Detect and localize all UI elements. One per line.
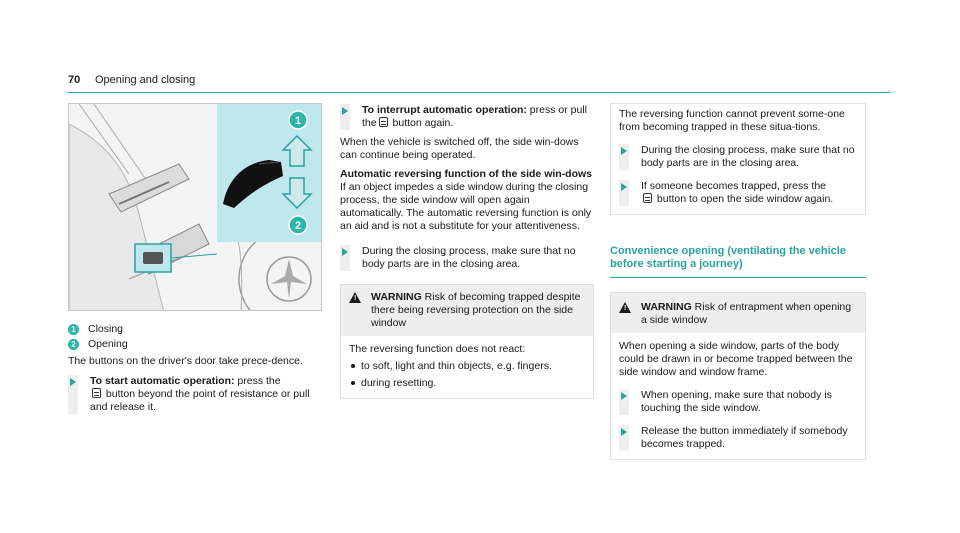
- warning-label: WARNING: [641, 301, 692, 313]
- warning-box-entrapment: [610, 292, 866, 460]
- warning-text: Risk of entrapment when opening a side window: [641, 301, 852, 326]
- warning-text: Risk of becoming trapped despite there being reversing protection on the side window: [371, 291, 581, 329]
- step-when-opening: When opening, make sure that nobody is touching the side window.: [619, 389, 857, 415]
- page-header: [68, 73, 890, 93]
- intro-paragraph: The buttons on the driver's door take prece-dence.: [68, 355, 303, 367]
- legend-badge: 1: [68, 324, 79, 335]
- step-release-button: Release the button immediately if somebody becomes trapped.: [619, 425, 857, 451]
- legend-label: Opening: [88, 338, 128, 350]
- callout-2: 2: [294, 220, 302, 232]
- reversing-limit-text: The reversing function cannot prevent some-one from becoming trapped in these situa-tions.: [619, 108, 845, 133]
- window-button-icon: [379, 117, 388, 127]
- step-start-automatic: To start automatic operation: press the button beyond the point of resistance or pull and release it.: [68, 375, 324, 414]
- step-bold-label: To interrupt automatic operation:: [362, 104, 527, 116]
- warning-triangle-icon: !: [619, 302, 631, 313]
- page-number: 70: [68, 74, 81, 86]
- window-button-icon: [643, 193, 652, 203]
- page-title: Opening and closing: [95, 74, 196, 86]
- step-arrow-icon: [342, 248, 348, 256]
- step-arrow-icon: [621, 183, 627, 191]
- step-arrow-icon: [621, 428, 627, 436]
- step-closing-area: During the closing process, make sure that no body parts are in the closing area.: [619, 144, 857, 170]
- warning-continuation-box: [610, 103, 866, 215]
- step-arrow-icon: [70, 378, 76, 386]
- column-middle: [340, 104, 594, 399]
- step-closing-area: During the closing process, make sure that no body parts are in the closing area.: [340, 245, 594, 271]
- warning-label: WARNING: [371, 291, 422, 303]
- legend-badge: 2: [68, 339, 79, 350]
- list-item: to soft, light and thin objects, e.g. fingers.: [349, 360, 585, 373]
- warning-triangle-icon: !: [349, 292, 361, 303]
- door-panel-drawing: [69, 104, 322, 311]
- vehicle-off-paragraph: When the vehicle is switched off, the side win-dows can continue being operated.: [340, 136, 579, 161]
- legend-item-opening: [68, 337, 324, 352]
- callout-1: 1: [294, 115, 302, 127]
- step-bold-label: To start automatic operation:: [90, 375, 235, 387]
- legend-item-closing: [68, 322, 324, 337]
- window-switch-illustration: [68, 103, 322, 311]
- step-arrow-icon: [621, 392, 627, 400]
- step-arrow-icon: [342, 107, 348, 115]
- warning-body: The reversing function does not react:: [349, 343, 526, 355]
- column-right: [610, 103, 866, 460]
- warning-box-trapped: [340, 284, 594, 399]
- step-if-trapped: If someone becomes trapped, press the button to open the side window again.: [619, 180, 857, 206]
- warning-body: When opening a side window, parts of the body could be drawn in or become trapped between the side window and window frame.: [619, 340, 853, 378]
- step-arrow-icon: [621, 147, 627, 155]
- step-interrupt-automatic: To interrupt automatic operation: press or pull the button again.: [340, 104, 594, 130]
- section-heading-convenience-opening: Convenience opening (ventilating the vehicle before starting a journey): [610, 245, 866, 278]
- reversing-paragraph: If an object impedes a side window during the closing process, the side window will open again automatically. The automatic reversing function is only an aid and is not a substitute for your attentiveness.: [340, 181, 592, 232]
- list-item: during resetting.: [349, 377, 585, 390]
- reversing-subheading: Automatic reversing function of the side win-dows: [340, 168, 593, 180]
- column-left: [68, 322, 324, 414]
- window-button-icon: [92, 388, 101, 398]
- legend-label: Closing: [88, 323, 124, 335]
- warning-bullet-list: [349, 360, 585, 390]
